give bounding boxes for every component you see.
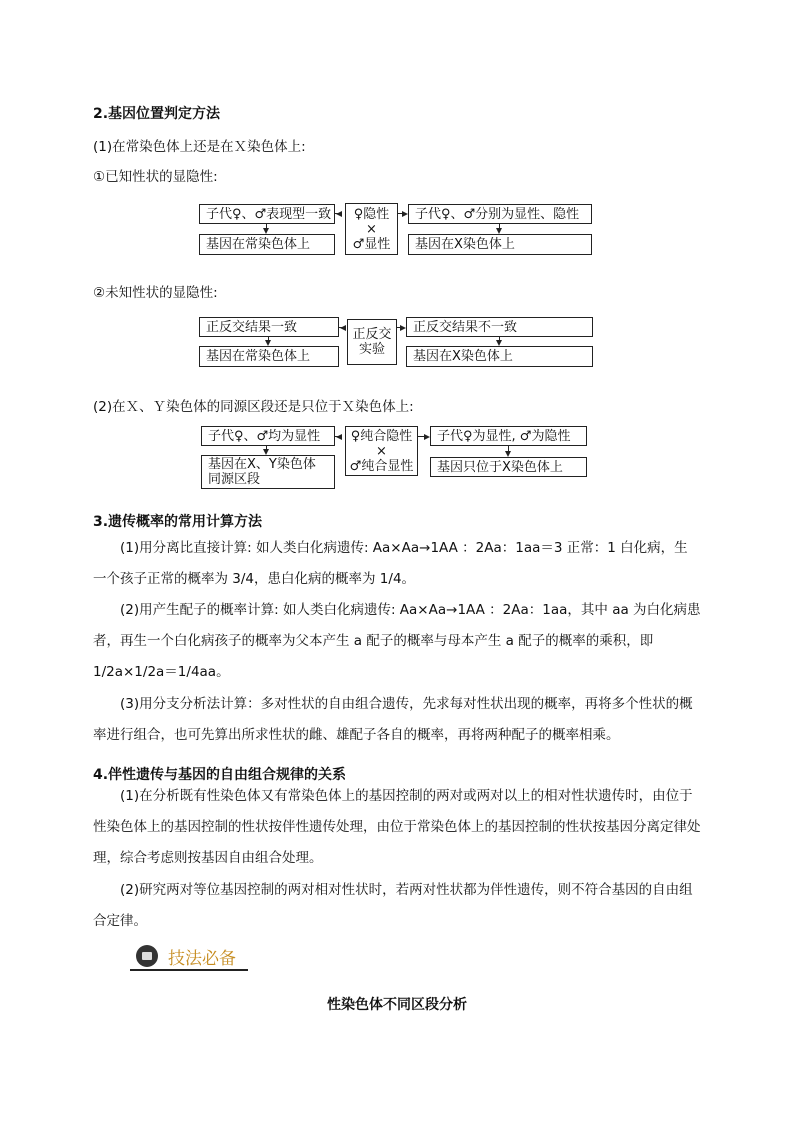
d3-cross-times: × <box>376 443 387 459</box>
section-3-title: 3.遗传概率的常用计算方法 <box>93 514 263 530</box>
d2-down-left-icon <box>265 340 271 346</box>
case-known-label: ①已知性状的显隐性: <box>93 169 218 185</box>
d3-cross-female: ♀纯合隐性 <box>350 428 413 444</box>
d1-left-top: 子代♀、♂表现型一致 <box>199 204 335 224</box>
d2-left-bottom: 基因在常染色体上 <box>199 346 339 367</box>
d2-arrow-right-icon <box>400 325 406 331</box>
d1-down-left-icon <box>263 228 269 234</box>
book-icon <box>136 945 158 967</box>
section-2-question-1: (1)在常染色体上还是在Ｘ染色体上: <box>93 139 306 155</box>
subtitle: 性染色体不同区段分析 <box>327 997 467 1013</box>
d1-down-right-icon <box>496 228 502 234</box>
d1-cross-times: × <box>366 221 377 237</box>
d1-cross-female: ♀隐性 <box>353 206 390 222</box>
d2-right-bottom: 基因在X染色体上 <box>406 346 593 367</box>
d2-right-top: 正反交结果不一致 <box>406 317 593 337</box>
d1-left-bottom: 基因在常染色体上 <box>199 234 335 255</box>
d2-center-box: 正反交实验 <box>347 319 397 365</box>
section-2-title: 2.基因位置判定方法 <box>93 106 221 122</box>
section-3-paragraph-2: (2)用产生配子的概率计算: 如人类白化病遗传: Aa×Aa→1AA ：2Aa：1aa，其中 aa 为白化病患者，再生一个白化病孩子的概率为父本产生 a 配子的概率与母本产生 a 配子的概率的乘积，即 1/2a×1/2a＝1/4aa。 <box>93 602 701 680</box>
section-4-title: 4.伴性遗传与基因的自由组合规律的关系 <box>93 767 347 783</box>
skill-banner-label: 技法必备 <box>168 949 236 969</box>
d3-cross-box <box>345 426 418 476</box>
d3-cross-male: ♂纯合显性 <box>349 458 414 474</box>
d3-left-bottom: 基因在X、Y染色体同源区段 <box>201 455 335 489</box>
section-3-paragraph-3: (3)用分支分析法计算：多对性状的自由组合遗传，先求每对性状出现的概率，再将多个性状的概率进行组合，也可先算出所求性状的雌、雄配子各自的概率，再将两种配子的概率相乘。 <box>93 696 693 743</box>
section-4-paragraph-2: (2)研究两对等位基因控制的两对相对性状时，若两对性状都为伴性遗传，则不符合基因的自由组合定律。 <box>93 882 693 929</box>
d1-arrow-left-icon <box>336 211 342 217</box>
d3-arrow-right-icon <box>424 434 430 440</box>
section-2-question-2: (2)在Ｘ、Ｙ染色体的同源区段还是只位于Ｘ染色体上: <box>93 399 414 415</box>
d3-down-left-icon <box>263 449 269 455</box>
d3-right-bottom: 基因只位于X染色体上 <box>430 457 587 477</box>
d1-arrow-right-icon <box>402 211 408 217</box>
d3-right-top: 子代♀为显性, ♂为隐性 <box>430 426 587 446</box>
d3-down-right-icon <box>505 451 511 457</box>
d2-left-top: 正反交结果一致 <box>199 317 339 337</box>
d1-cross-box <box>345 203 398 255</box>
case-unknown-label: ②未知性状的显隐性: <box>93 285 218 301</box>
d1-cross-male: ♂显性 <box>352 236 391 252</box>
d3-arrow-left-icon <box>336 434 342 440</box>
d2-down-right-icon <box>496 340 502 346</box>
d2-arrow-left-icon <box>340 325 346 331</box>
skill-banner-underline <box>130 969 248 971</box>
d1-right-bottom: 基因在X染色体上 <box>408 234 592 255</box>
section-4-paragraph-1: (1)在分析既有性染色体又有常染色体上的基因控制的两对或两对以上的相对性状遗传时，由位于性染色体上的基因控制的性状按伴性遗传处理，由位于常染色体上的基因控制的性状按基因分离定律处理，综合考虑则按基因自由组合处理。 <box>93 788 701 866</box>
section-3-paragraph-1: (1)用分离比直接计算: 如人类白化病遗传: Aa×Aa→1AA ：2Aa：1aa＝3 正常：1 白化病，生一个孩子正常的概率为 3/4，患白化病的概率为 1/4。 <box>93 540 688 587</box>
d3-left-top: 子代♀、♂均为显性 <box>201 426 335 446</box>
d1-right-top: 子代♀、♂分别为显性、隐性 <box>408 204 592 224</box>
